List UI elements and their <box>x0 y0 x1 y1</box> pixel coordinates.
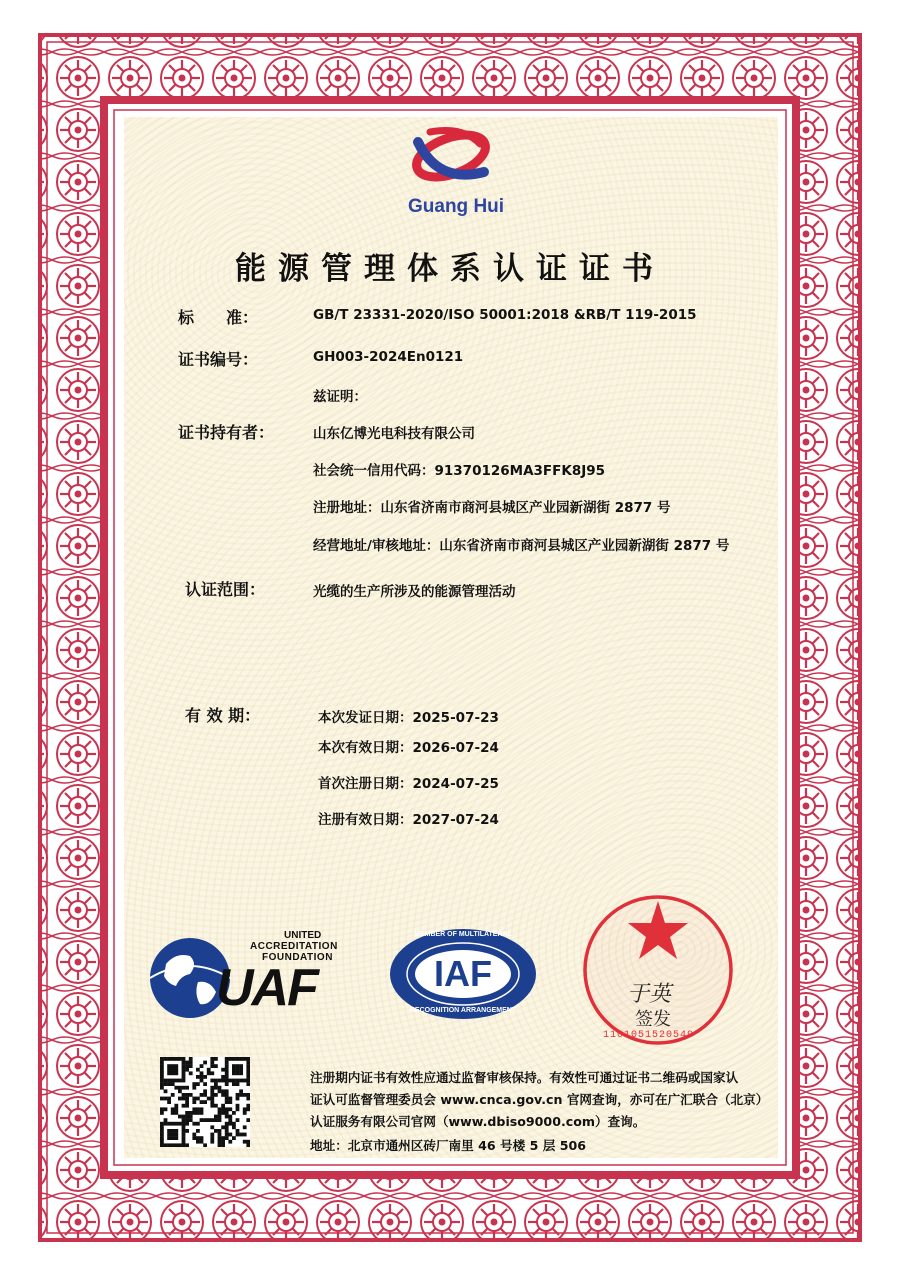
holder-credit-code: 社会统一信用代码：91370126MA3FFK8J95 <box>313 463 606 479</box>
qr-code[interactable] <box>160 1057 250 1147</box>
uaf-line2: ACCREDITATION <box>250 941 338 952</box>
holder-registered-address: 注册地址：山东省济南市商河县城区产业园新湖街 2877 号 <box>313 500 671 516</box>
certificate-number-value: GH003-2024En0121 <box>313 349 464 365</box>
iaf-logo <box>388 927 538 1021</box>
holder-label: 证书持有者： <box>178 423 275 442</box>
iaf-mark: IAF <box>434 953 492 994</box>
scope-label: 认证范围： <box>185 580 266 599</box>
footer-address: 地址：北京市通州区砖厂南里 46 号楼 5 层 506 <box>310 1138 586 1153</box>
footer-line1: 注册期内证书有效性应通过监督审核保持。有效性可通过证书二维码或国家认 <box>310 1070 739 1085</box>
footer-line3: 认证服务有限公司官网（www.dbiso9000.com）查询。 <box>310 1114 646 1129</box>
iaf-ring-bottom: RECOGNITION ARRANGEMENT <box>409 1007 517 1014</box>
uaf-mark: UAF <box>216 959 317 1017</box>
validity-label: 有 效 期： <box>185 706 261 725</box>
certification-seal <box>573 893 743 1047</box>
hereby-certify: 兹证明： <box>313 389 367 405</box>
valid-until: 本次有效日期：2026-07-24 <box>318 740 499 756</box>
standard-value: GB/T 23331-2020/ISO 50001:2018 &RB/T 119-2015 <box>313 307 697 323</box>
guanghui-logo-icon <box>408 122 494 194</box>
registration-valid-date: 注册有效日期：2027-07-24 <box>318 812 499 828</box>
first-registration-date: 首次注册日期：2024-07-25 <box>318 776 499 792</box>
iaf-ring-top: MEMBER OF MULTILATERAL <box>414 931 512 938</box>
seal-sign-label: 签发 <box>635 1009 671 1030</box>
footer-line2: 证认可监督管理委员会 www.cnca.gov.cn 官网查询，亦可在广汇联合（北京） <box>310 1092 769 1107</box>
seal-number: 1101051520549 <box>603 1030 695 1041</box>
certificate-title: 能源管理体系认证证书 <box>235 251 665 287</box>
holder-name: 山东亿博光电科技有限公司 <box>313 426 475 442</box>
uaf-line1: UNITED <box>284 930 322 941</box>
issue-date: 本次发证日期：2025-07-23 <box>318 710 499 726</box>
holder-business-address: 经营地址/审核地址：山东省济南市商河县城区产业园新湖街 2877 号 <box>313 538 730 554</box>
scope-value: 光缆的生产所涉及的能源管理活动 <box>313 584 516 600</box>
seal-signature: 于英 <box>627 982 672 1007</box>
uaf-logo <box>146 930 346 1026</box>
certificate-number-label: 证书编号： <box>178 350 259 369</box>
standard-label: 标 准： <box>178 308 259 327</box>
uaf-line3: FOUNDATION <box>262 952 333 963</box>
brand-name: Guang Hui <box>408 196 505 217</box>
